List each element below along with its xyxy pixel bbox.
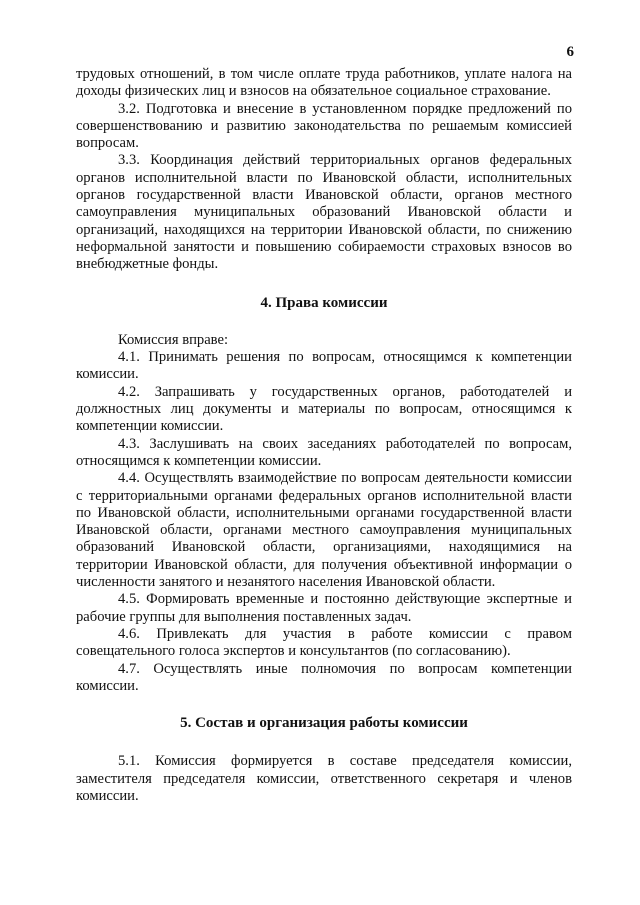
paragraph-3-3: 3.3. Координация действий территориальных органов федеральных органов исполнительной власти по Ивановской области, исполнительных органов государственной власти Ивановской области, органов местного самоуправления муниципальных образований Ивановской области и организаций, находящихся на территории Ивановской области, по снижению неформальной занятости и повышению собираемости страховых взносов во внебюджетные фонды. bbox=[76, 152, 572, 273]
paragraph-4-1: 4.1. Принимать решения по вопросам, относящимся к компетенции комиссии. bbox=[76, 349, 572, 383]
paragraph-4-3: 4.3. Заслушивать на своих заседаниях работодателей по вопросам, относящимся к компетенции комиссии. bbox=[76, 435, 572, 469]
paragraph-continuation: трудовых отношений, в том числе оплате труда работников, уплате налога на доходы физических лиц и взносов на обязательное социальное страхование. bbox=[76, 66, 572, 100]
paragraph-4-6: 4.6. Привлекать для участия в работе комиссии с правом совещательного голоса экспертов и консультантов (по согласованию). bbox=[76, 625, 572, 660]
page-number: 6 bbox=[566, 44, 574, 60]
paragraph-4-7: 4.7. Осуществлять иные полномочия по вопросам компетенции комиссии. bbox=[76, 660, 572, 694]
document-body bbox=[76, 66, 572, 805]
paragraph-3-2: 3.2. Подготовка и внесение в установленном порядке предложений по совершенствованию и развитию законодательства по решаемым комиссией вопросам. bbox=[76, 100, 572, 152]
paragraph-4-intro: Комиссия вправе: bbox=[118, 331, 229, 348]
paragraph-4-4: 4.4. Осуществлять взаимодействие по вопросам деятельности комиссии с территориальными органами федеральных органов исполнительной власти по Ивановской области, исполнительными органами государственной власти Ивановской области, органами местного самоуправления муниципальных образований Ивановской области, организациями, находящимися на территории Ивановской области, для получения объективной информации о численности занятого и незанятого населения Ивановской области. bbox=[76, 470, 572, 591]
paragraph-5-1: 5.1. Комиссия формируется в составе председателя комиссии, заместителя председателя комиссии, ответственного секретаря и членов комиссии. bbox=[76, 753, 572, 804]
section-4-heading: 4. Права комиссии bbox=[260, 294, 388, 311]
section-5-heading: 5. Состав и организация работы комиссии bbox=[180, 715, 468, 732]
paragraph-4-5: 4.5. Формировать временные и постоянно действующие экспертные и рабочие группы для выполнения поставленных задач. bbox=[76, 591, 572, 625]
paragraph-4-2: 4.2. Запрашивать у государственных органов, работодателей и должностных лиц документы и материалы по вопросам, относящимся к компетенции комиссии. bbox=[76, 383, 572, 435]
